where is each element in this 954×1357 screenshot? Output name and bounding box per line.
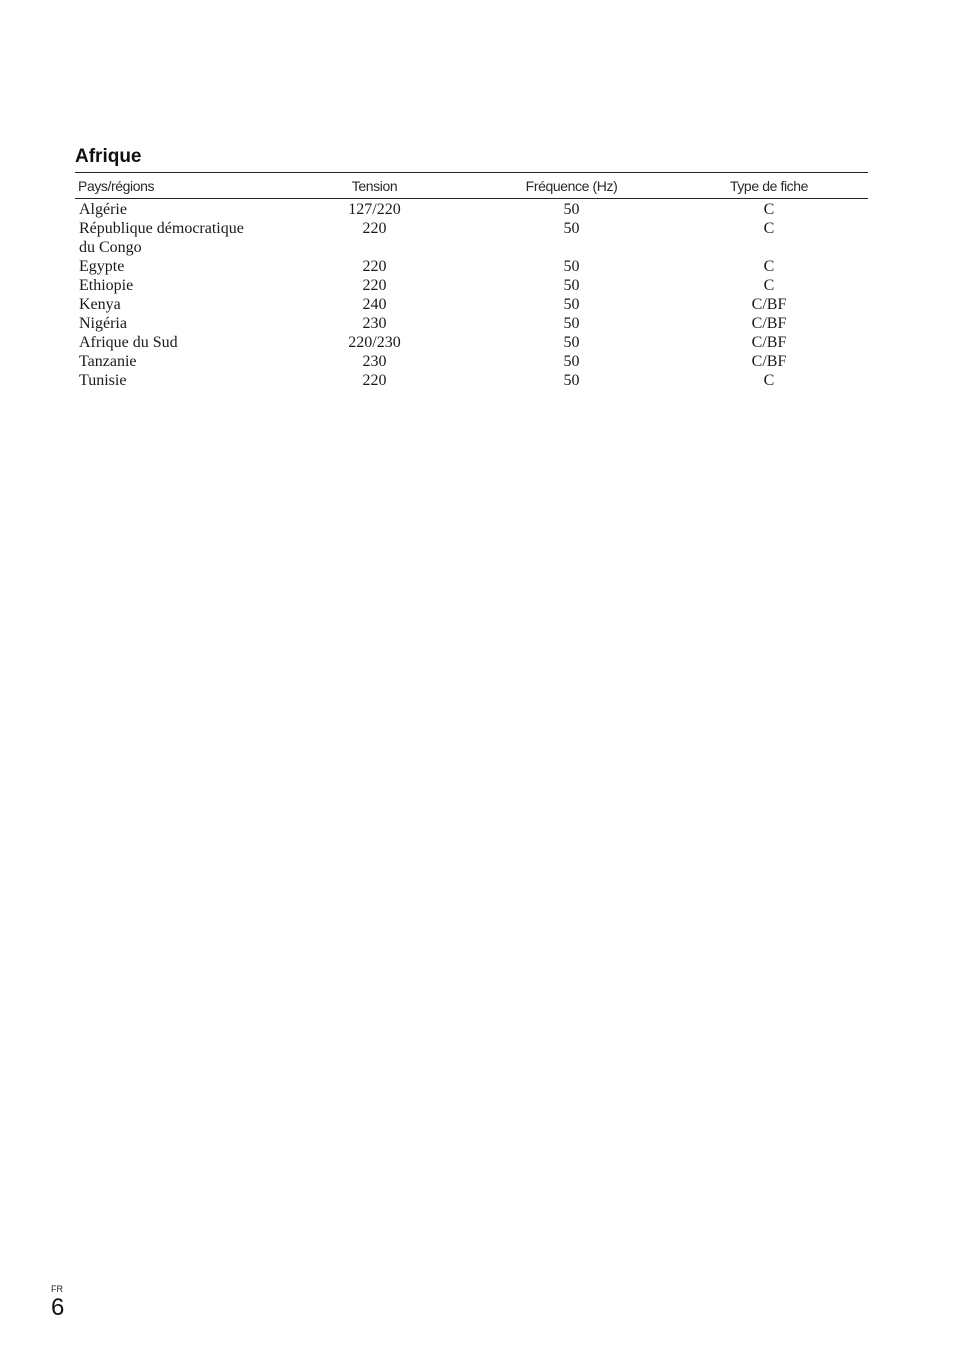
page-footer bbox=[51, 1284, 64, 1321]
country-name: Tunisie bbox=[79, 372, 127, 389]
cell-country bbox=[75, 276, 276, 295]
table-row bbox=[75, 333, 868, 352]
cell-country bbox=[75, 257, 276, 276]
cell-voltage: 220/230 bbox=[348, 334, 401, 351]
cell-frequency: 50 bbox=[563, 220, 580, 237]
cell-voltage: 220 bbox=[362, 277, 387, 294]
country-name: Ethiopie bbox=[79, 277, 134, 294]
cell-voltage: 230 bbox=[362, 353, 387, 370]
cell-frequency: 50 bbox=[563, 296, 580, 313]
country-name-continued: du Congo bbox=[79, 239, 142, 256]
header-plug-type: Type de fiche bbox=[670, 173, 868, 199]
cell-plug-type: C bbox=[763, 201, 775, 218]
africa-section bbox=[75, 144, 865, 390]
cell-frequency: 50 bbox=[563, 277, 580, 294]
cell-frequency: 50 bbox=[563, 353, 580, 370]
cell-voltage: 230 bbox=[362, 315, 387, 332]
country-name: Algérie bbox=[79, 201, 127, 218]
cell-voltage: 220 bbox=[362, 220, 387, 237]
cell-plug-type: C/BF bbox=[751, 296, 787, 313]
header-row bbox=[75, 173, 868, 199]
table-row bbox=[75, 352, 868, 371]
language-code: FR bbox=[51, 1284, 63, 1294]
cell-country bbox=[75, 352, 276, 371]
table-row bbox=[75, 257, 868, 276]
cell-country bbox=[75, 333, 276, 352]
cell-frequency: 50 bbox=[563, 334, 580, 351]
table-row bbox=[75, 295, 868, 314]
header-voltage: Tension bbox=[276, 173, 473, 199]
cell-country bbox=[75, 219, 276, 257]
table-row bbox=[75, 314, 868, 333]
cell-plug-type: C/BF bbox=[751, 334, 787, 351]
cell-country bbox=[75, 314, 276, 333]
header-country: Pays/régions bbox=[75, 173, 276, 199]
cell-plug-type: C bbox=[763, 277, 775, 294]
cell-voltage: 220 bbox=[362, 258, 387, 275]
table-header bbox=[75, 173, 868, 199]
table-row bbox=[75, 276, 868, 295]
country-name: Afrique du Sud bbox=[79, 334, 178, 351]
cell-plug-type: C/BF bbox=[751, 353, 787, 370]
cell-country bbox=[75, 371, 276, 390]
cell-plug-type: C/BF bbox=[751, 315, 787, 332]
page-number: 6 bbox=[51, 1294, 65, 1321]
cell-plug-type: C bbox=[763, 372, 775, 389]
table-body bbox=[75, 199, 868, 391]
country-name: Egypte bbox=[79, 258, 125, 275]
cell-voltage: 220 bbox=[362, 372, 387, 389]
table-row bbox=[75, 219, 868, 257]
cell-country bbox=[75, 199, 276, 220]
table-row bbox=[75, 199, 868, 220]
cell-plug-type: C bbox=[763, 258, 775, 275]
cell-plug-type: C bbox=[763, 220, 775, 237]
section-title: Afrique bbox=[75, 146, 142, 167]
cell-voltage: 240 bbox=[362, 296, 387, 313]
header-frequency: Fréquence (Hz) bbox=[473, 173, 670, 199]
cell-frequency: 50 bbox=[563, 258, 580, 275]
power-specs-table bbox=[75, 172, 868, 390]
cell-frequency: 50 bbox=[563, 201, 580, 218]
table-row bbox=[75, 371, 868, 390]
country-name: Tanzanie bbox=[79, 353, 137, 370]
country-name: Nigéria bbox=[79, 315, 127, 332]
cell-frequency: 50 bbox=[563, 315, 580, 332]
country-name: République démocratique bbox=[79, 220, 244, 237]
cell-country bbox=[75, 295, 276, 314]
cell-frequency: 50 bbox=[563, 372, 580, 389]
cell-voltage: 127/220 bbox=[348, 201, 401, 218]
country-name: Kenya bbox=[79, 296, 121, 313]
